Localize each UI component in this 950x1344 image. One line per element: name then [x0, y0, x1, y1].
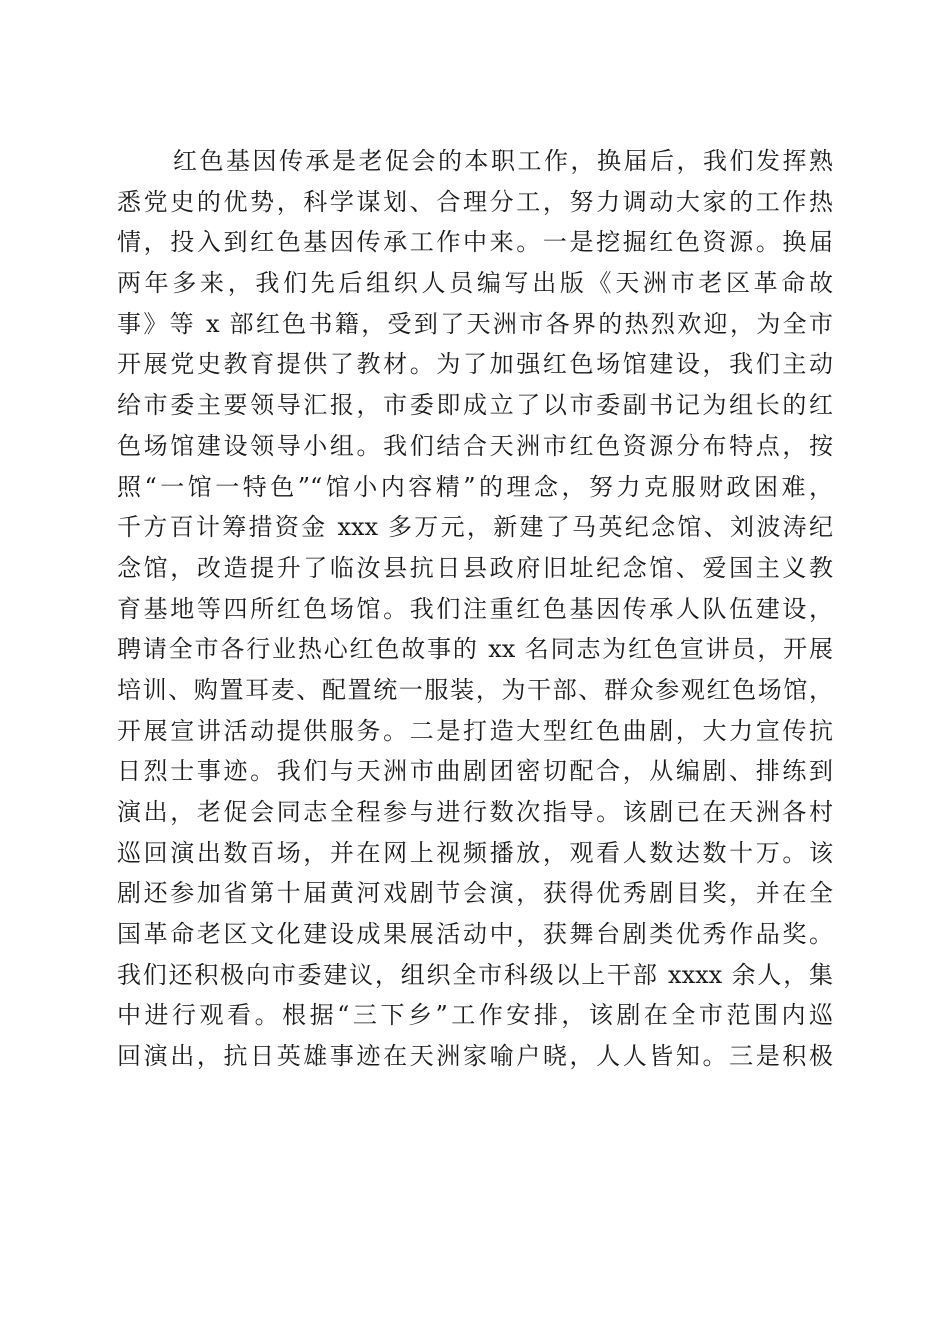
paragraph-line-10: 千方百计筹措资金 xxx 多万元，新建了马英纪念馆、刘波涛纪: [117, 513, 833, 542]
paragraph-line-23: 回演出，抗日英雄事迹在天洲家喻户晓，人人皆知。三是积极: [117, 1042, 833, 1071]
paragraph-line-22: 中进行观看。根据“三下乡”工作安排，该剧在全市范围内巡: [117, 1001, 833, 1030]
paragraph-line-9: 照“一馆一特色”“馆小内容精”的理念，努力克服财政困难，: [117, 472, 833, 501]
paragraph-line-5: 事》等 x 部红色书籍，受到了天洲市各界的热烈欢迎，为全市: [117, 309, 833, 338]
paragraph-line-3: 情，投入到红色基因传承工作中来。一是挖掘红色资源。换届: [117, 228, 833, 257]
paragraph-line-17: 演出，老促会同志全程参与进行数次指导。该剧已在天洲各村: [117, 798, 833, 826]
paragraph-line-16: 日烈士事迹。我们与天洲市曲剧团密切配合，从编剧、排练到: [117, 757, 833, 786]
paragraph-line-2: 悉党史的优势，科学谋划、合理分工，努力调动大家的工作热: [117, 187, 833, 216]
paragraph-line-8: 色场馆建设领导小组。我们结合天洲市红色资源分布特点，按: [117, 431, 833, 460]
paragraph-line-14: 培训、购置耳麦、配置统一服装，为干部、群众参观红色场馆，: [117, 675, 833, 704]
body-paragraph: [117, 141, 833, 1077]
paragraph-line-11: 念馆，改造提升了临汝县抗日县政府旧址纪念馆、爱国主义教: [117, 553, 833, 582]
paragraph-line-20: 国革命老区文化建设成果展活动中，获舞台剧类优秀作品奖。: [117, 920, 833, 949]
paragraph-line-1: 红色基因传承是老促会的本职工作，换届后，我们发挥熟: [173, 147, 833, 175]
paragraph-line-19: 剧还参加省第十届黄河戏剧节会演，获得优秀剧目奖，并在全: [117, 879, 833, 908]
paragraph-line-12: 育基地等四所红色场馆。我们注重红色基因传承人队伍建设，: [117, 594, 833, 623]
paragraph-line-7: 给市委主要领导汇报，市委即成立了以市委副书记为组长的红: [117, 391, 833, 420]
paragraph-line-21: 我们还积极向市委建议，组织全市科级以上干部 xxxx 余人，集: [117, 960, 833, 989]
paragraph-line-4: 两年多来，我们先后组织人员编写出版《天洲市老区革命故: [117, 269, 833, 298]
paragraph-line-13: 聘请全市各行业热心红色故事的 xx 名同志为红色宣讲员，开展: [117, 635, 833, 664]
paragraph-line-6: 开展党史教育提供了教材。为了加强红色场馆建设，我们主动: [117, 350, 833, 379]
paragraph-line-18: 巡回演出数百场，并在网上视频播放，观看人数达数十万。该: [117, 838, 833, 867]
paragraph-line-15: 开展宣讲活动提供服务。二是打造大型红色曲剧，大力宣传抗: [117, 716, 833, 745]
